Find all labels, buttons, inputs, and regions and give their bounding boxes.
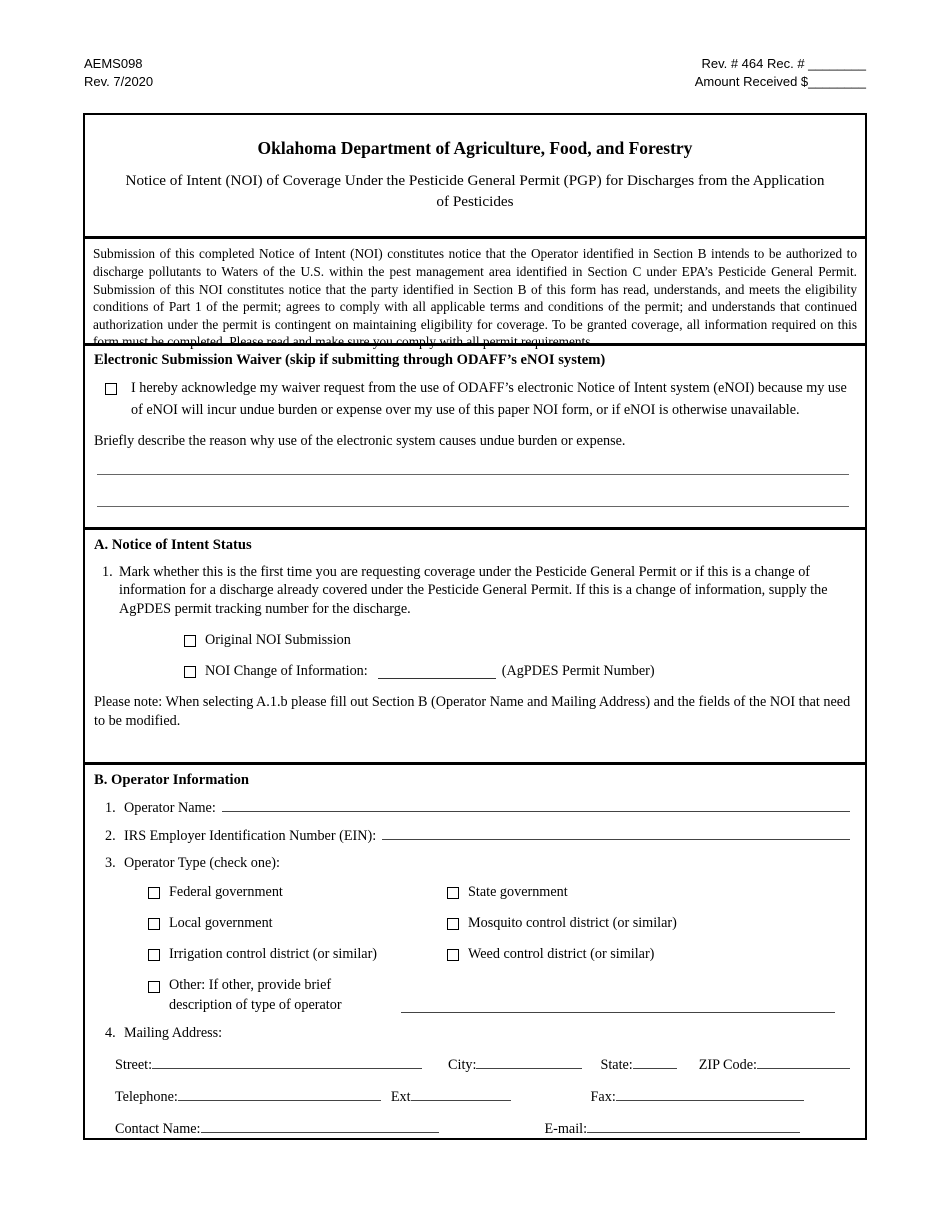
operator-type-option-label: State government xyxy=(468,884,568,900)
noi-change-checkbox[interactable] xyxy=(184,666,196,678)
contact-row xyxy=(115,1119,852,1138)
noi-change-option xyxy=(184,663,855,680)
ein-field[interactable] xyxy=(382,826,850,840)
city-field[interactable] xyxy=(476,1055,582,1069)
telephone-field[interactable] xyxy=(178,1087,381,1101)
operator-type-option xyxy=(447,884,852,901)
form-code-block xyxy=(84,55,153,91)
reason-line-2[interactable] xyxy=(97,475,849,507)
section-b xyxy=(85,762,865,1138)
other-label-line-1: Other: If other, provide brief xyxy=(169,977,332,993)
section-a-note: Please note: When selecting A.1.b please fill out Section B (Operator Name and Mailing Address) and the fields of the NOI that need to be modified. xyxy=(94,694,851,730)
original-noi-checkbox[interactable] xyxy=(184,635,196,647)
operator-type-irrigation-checkbox[interactable] xyxy=(148,949,160,961)
street-field[interactable] xyxy=(152,1055,422,1069)
fax-field[interactable] xyxy=(616,1087,804,1101)
operator-type-federal-checkbox[interactable] xyxy=(148,887,160,899)
operator-name-label: Operator Name: xyxy=(124,800,216,816)
waiver-heading: Electronic Submission Waiver (skip if submitting through ODAFF’s eNOI system) xyxy=(94,352,606,369)
operator-type-option xyxy=(148,915,447,932)
operator-name-row xyxy=(105,798,852,817)
original-noi-label: Original NOI Submission xyxy=(205,632,351,649)
ein-row xyxy=(105,826,852,845)
form-title: Notice of Intent (NOI) of Coverage Under the Pesticide General Permit (PGP) for Discharges from the Application of Pesticides xyxy=(125,172,825,210)
operator-type-weed-checkbox[interactable] xyxy=(447,949,459,961)
form-frame xyxy=(83,113,867,1140)
mailing-address-row xyxy=(105,1024,852,1042)
city-label: City: xyxy=(448,1057,477,1073)
item-number: 4. xyxy=(105,1025,116,1041)
office-use-block xyxy=(695,55,866,91)
title-section xyxy=(85,115,865,236)
form-code: AEMS098 xyxy=(84,56,143,71)
operator-type-option xyxy=(447,915,852,932)
operator-type-option xyxy=(148,946,447,963)
operator-type-local-checkbox[interactable] xyxy=(148,918,160,930)
item-number: 2. xyxy=(105,828,116,844)
other-description-field[interactable] xyxy=(401,999,835,1013)
street-label: Street: xyxy=(115,1057,153,1073)
ext-label: Ext xyxy=(390,1089,411,1105)
other-label-line-2: description of type of operator xyxy=(169,996,342,1013)
section-a-item-1-text: Mark whether this is the first time you are requesting coverage under the Pesticide General Permit or if this is a change of information for a discharge already covered under the Pesticide General Permit. If this is a change of information, supply the AgPDES permit tracking number for the discharge. xyxy=(119,563,828,617)
email-field[interactable] xyxy=(587,1119,800,1133)
operator-type-option-label: Federal government xyxy=(169,884,283,900)
original-noi-option xyxy=(184,632,855,649)
telephone-label: Telephone: xyxy=(115,1089,178,1105)
state-field[interactable] xyxy=(633,1055,677,1069)
operator-type-option xyxy=(447,946,852,963)
form-revision: Rev. 7/2020 xyxy=(84,74,154,89)
rev-rec-line: Rev. # 464 Rec. # ________ xyxy=(701,56,866,71)
state-label: State: xyxy=(600,1057,633,1073)
item-number: 1. xyxy=(102,563,113,580)
waiver-acknowledge-row xyxy=(94,378,852,421)
section-a xyxy=(85,527,865,762)
fax-label: Fax: xyxy=(590,1089,616,1105)
operator-name-field[interactable] xyxy=(222,798,850,812)
reason-prompt: Briefly describe the reason why use of the electronic system causes undue burden or expense. xyxy=(94,433,626,450)
mailing-address-label: Mailing Address: xyxy=(124,1025,223,1041)
operator-type-other-checkbox[interactable] xyxy=(148,981,160,993)
amount-received-line: Amount Received $________ xyxy=(694,74,866,89)
operator-type-label: Operator Type (check one): xyxy=(124,855,280,871)
intro-section xyxy=(85,236,865,350)
zip-label: ZIP Code: xyxy=(698,1057,757,1073)
telephone-row xyxy=(115,1087,852,1106)
contact-name-label: Contact Name: xyxy=(115,1121,201,1137)
operator-type-grid xyxy=(148,884,852,963)
contact-name-field[interactable] xyxy=(201,1119,439,1133)
waiver-section xyxy=(85,343,865,526)
waiver-acknowledge-label: I hereby acknowledge my waiver request from the use of ODAFF’s electronic Notice of Intent system (eNOI) because my use of eNOI will incur undue burden or expense over my use of this paper NOI form, or if eNOI is otherwise unavailable. xyxy=(131,380,847,418)
noi-change-suffix: (AgPDES Permit Number) xyxy=(501,663,655,680)
operator-type-mosquito-checkbox[interactable] xyxy=(447,918,459,930)
operator-type-option-label: Mosquito control district (or similar) xyxy=(468,915,677,931)
intro-paragraph: Submission of this completed Notice of Intent (NOI) constitutes notice that the Operator identified in Section B intends to be authorized to discharge pollutants to Waters of the U.S. within the pest management area identified in Section C under EPA’s Pesticide General Permit. Submission of this NOI constitutes notice that the party identified in Section B of this form has read, understands, and meets the eligibility conditions of Part 1 of the permit; agrees to comply with all applicable terms and conditions of the permit; and understands that continued authorization under the permit is contingent on maintaining eligibility for coverage. To be granted coverage, all information required on this form must be completed. Please read and make sure you comply with all permit requirements. xyxy=(93,246,857,350)
email-label: E-mail: xyxy=(544,1121,588,1137)
operator-type-other-label xyxy=(169,976,401,1015)
operator-type-row xyxy=(105,854,852,872)
noi-change-label: NOI Change of Information: xyxy=(205,663,368,680)
agency-title: Oklahoma Department of Agriculture, Food, and Forestry xyxy=(257,138,693,158)
waiver-acknowledge-checkbox[interactable] xyxy=(105,383,117,395)
operator-type-state-checkbox[interactable] xyxy=(447,887,459,899)
section-a-heading: A. Notice of Intent Status xyxy=(94,536,252,553)
agpdes-permit-number-field[interactable] xyxy=(378,665,496,679)
operator-type-option-label: Weed control district (or similar) xyxy=(468,946,655,962)
ein-label: IRS Employer Identification Number (EIN): xyxy=(124,828,377,844)
operator-type-other-option xyxy=(148,976,852,1015)
section-a-item-1 xyxy=(94,563,855,619)
zip-field[interactable] xyxy=(757,1055,850,1069)
operator-type-option xyxy=(148,884,447,901)
street-row xyxy=(115,1055,852,1074)
item-number: 1. xyxy=(105,800,116,816)
reason-line-1[interactable] xyxy=(97,450,849,475)
item-number: 3. xyxy=(105,855,116,871)
section-b-heading: B. Operator Information xyxy=(94,772,249,788)
ext-field[interactable] xyxy=(411,1087,511,1101)
operator-type-option-label: Irrigation control district (or similar) xyxy=(169,946,378,962)
operator-type-option-label: Local government xyxy=(169,915,273,931)
